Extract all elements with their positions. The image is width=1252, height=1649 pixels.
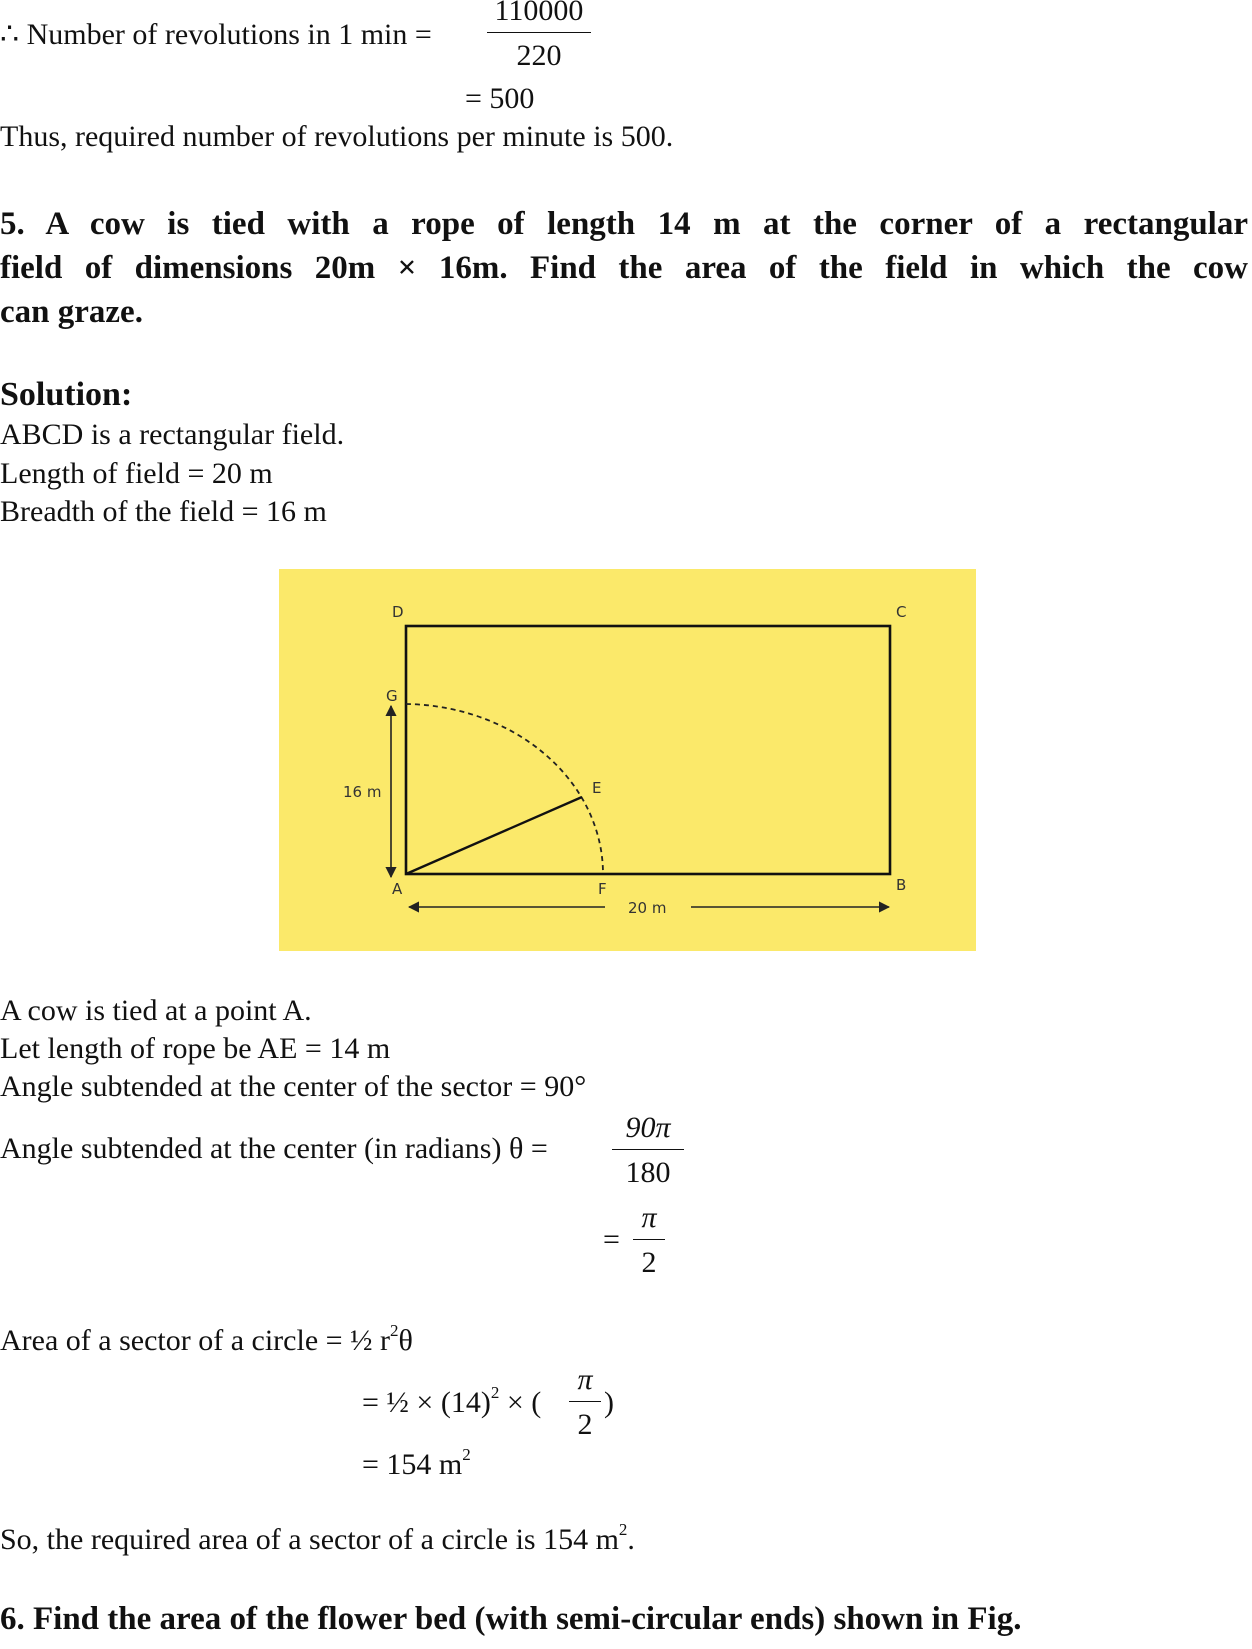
label-a: A	[392, 880, 403, 898]
label-f: F	[598, 880, 607, 898]
question-5-line-3: can graze.	[0, 294, 143, 330]
area-formula-theta: θ	[398, 1324, 413, 1357]
field-rectangle	[406, 626, 890, 874]
area-conclusion-text: So, the required area of a sector of a circle is 154 m	[0, 1523, 619, 1556]
field-diagram-svg	[279, 569, 976, 951]
revolutions-conclusion: Thus, required number of revolutions per minute is 500.	[0, 120, 674, 153]
area-step-1-close: )	[604, 1386, 614, 1419]
revolutions-fraction	[487, 0, 591, 71]
step-1-bar	[569, 1401, 601, 1402]
base-label: 20 m	[628, 899, 667, 917]
area-conclusion-sup: 2	[618, 1520, 628, 1539]
label-c: C	[896, 603, 907, 621]
pi-over-two-fraction	[633, 1203, 665, 1278]
label-b: B	[896, 876, 907, 894]
area-step-1-sup: 2	[490, 1383, 500, 1402]
after-line-2: Let length of rope be AE = 14 m	[0, 1032, 391, 1065]
area-step-1	[362, 1383, 542, 1419]
area-step-2	[362, 1445, 471, 1481]
area-conclusion	[0, 1520, 635, 1556]
field-diagram	[279, 569, 976, 951]
rope-ae	[406, 797, 582, 874]
question-5-line-2: field of dimensions 20m × 16m. Find the area of the field in which the cow	[0, 250, 1248, 286]
theta-denominator: 180	[625, 1156, 671, 1189]
after-line-4: Angle subtended at the center (in radians) θ =	[0, 1132, 548, 1165]
label-e: E	[592, 779, 602, 797]
question-5-line-1: 5. A cow is tied with a rope of length 14 m at the corner of a rectangular	[0, 206, 1248, 242]
revolutions-result: = 500	[465, 82, 535, 115]
solution-line-1: ABCD is a rectangular field.	[0, 418, 345, 451]
label-g: G	[386, 687, 398, 705]
step-1-fraction	[569, 1365, 601, 1440]
solution-heading: Solution:	[0, 376, 133, 413]
theta-equals: =	[603, 1223, 620, 1256]
label-d: D	[392, 603, 404, 621]
area-step-2-sup: 2	[462, 1445, 471, 1464]
step-1-pi: π	[577, 1363, 593, 1396]
area-conclusion-end: .	[627, 1523, 635, 1556]
area-step-2-text: = 154 m	[362, 1448, 463, 1481]
after-line-1: A cow is tied at a point A.	[0, 994, 312, 1027]
grazing-arc	[406, 704, 603, 874]
area-formula-text: Area of a sector of a circle = ½ r	[0, 1324, 391, 1357]
pi-numerator: π	[641, 1201, 657, 1234]
area-formula-sup: 2	[390, 1321, 399, 1340]
solution-line-3: Breadth of the field = 16 m	[0, 495, 327, 528]
area-formula	[0, 1321, 413, 1357]
area-step-1-mid: × (	[506, 1386, 542, 1419]
pi-denominator: 2	[641, 1246, 657, 1279]
theta-bar	[612, 1149, 684, 1150]
revolutions-label: ∴ Number of revolutions in 1 min =	[0, 18, 432, 51]
question-6: 6. Find the area of the flower bed (with semi-circular ends) shown in Fig.	[0, 1601, 1022, 1637]
step-1-two: 2	[577, 1408, 593, 1441]
fraction-bar	[487, 32, 591, 33]
pi-bar	[633, 1239, 665, 1240]
fraction-numerator: 110000	[494, 0, 584, 27]
after-line-3: Angle subtended at the center of the sector = 90°	[0, 1070, 587, 1103]
solution-line-2: Length of field = 20 m	[0, 457, 273, 490]
theta-numerator: 90π	[625, 1111, 671, 1144]
theta-fraction	[612, 1113, 684, 1188]
height-label: 16 m	[343, 783, 382, 801]
fraction-denominator: 220	[516, 39, 562, 72]
area-step-1-text: = ½ × (14)	[362, 1386, 491, 1419]
question-5	[0, 202, 1248, 334]
